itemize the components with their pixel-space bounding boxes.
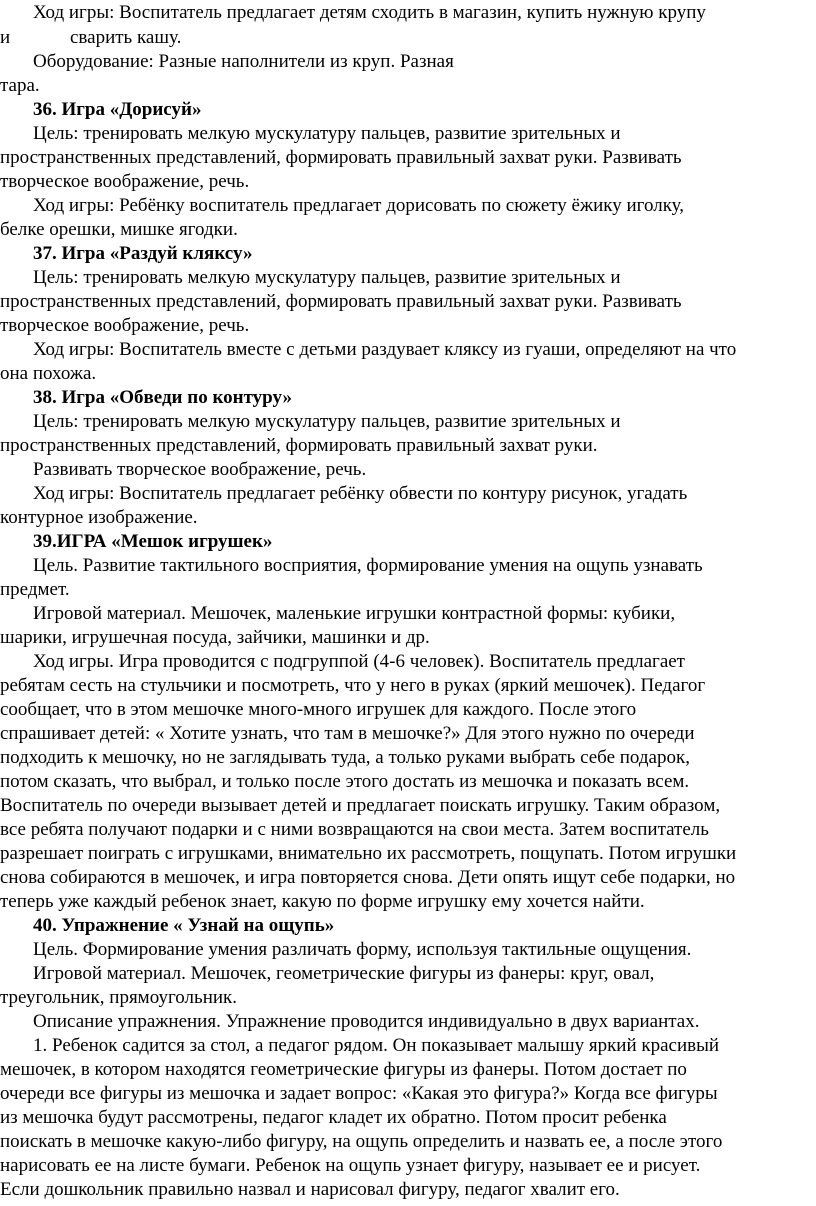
text-line: Ход игры: Воспитатель вместе с детьми раздувает кляксу из гуаши, определяют на что [33,339,737,360]
text-line: сварить кашу. [70,27,182,48]
text-line: ребятам сесть на стульчики и посмотреть, что у него в руках (яркий мешочек). Педагог [0,675,706,696]
text-line: Если дошкольник правильно назвал и нарисовал фигуру, педагог хвалит его. [0,1179,620,1200]
text-line: она похожа. [0,363,97,384]
text-line: и [0,27,11,48]
section-heading: 38. Игра «Обведи по контуру» [33,387,292,408]
text-line: подходить к мешочку, но не заглядывать туда, а только руками выбрать себе подарок, [0,747,690,768]
text-line: творческое воображение, речь. [0,315,250,336]
text-line: мешочек, в котором находятся геометрические фигуры из фанеры. Потом достает по [0,1059,687,1080]
text-line: Воспитатель по очереди вызывает детей и предлагает поискать игрушку. Таким образом, [0,795,721,816]
text-line: Цель. Развитие тактильного восприятия, формирование умения на ощупь узнавать [33,555,703,576]
text-line: нарисовать ее на листе бумаги. Ребенок на ощупь узнает фигуру, называет ее и рисует. [0,1155,701,1176]
text-line: все ребята получают подарки и с ними возвращаются на свои места. Затем воспитатель [0,819,709,840]
text-line: снова собираются в мешочек, и игра повторяется снова. Дети опять ищут себе подарки, но [0,867,736,888]
text-line: Цель. Формирование умения различать форму, используя тактильные ощущения. [33,939,692,960]
text-line: Ход игры: Воспитатель предлагает ребёнку обвести по контуру рисунок, угадать [33,483,688,504]
text-line: Цель: тренировать мелкую мускулатуру пальцев, развитие зрительных и [33,411,621,432]
text-line: теперь уже каждый ребенок знает, какую по форме игрушку ему хочется найти. [0,891,645,912]
text-line: пространственных представлений, формировать правильный захват руки. [0,435,598,456]
text-line: Игровой материал. Мешочек, маленькие игрушки контрастной формы: кубики, [33,603,676,624]
section-heading: 39.ИГРА «Мешок игрушек» [33,531,273,552]
text-line: пространственных представлений, формировать правильный захват руки. Развивать [0,291,682,312]
text-line: творческое воображение, речь. [0,171,250,192]
text-line: разрешает поиграть с игрушками, внимательно их рассмотреть, пощупать. Потом игрушки [0,843,737,864]
text-line: Цель: тренировать мелкую мускулатуру пальцев, развитие зрительных и [33,123,621,144]
text-line: из мешочка будут рассмотрены, педагог кладет их обратно. Потом просит ребенка [0,1107,667,1128]
text-line: сообщает, что в этом мешочке много-много игрушек для каждого. После этого [0,699,637,720]
text-line: спрашивает детей: « Хотите узнать, что там в мешочке?» Для этого нужно по очереди [0,723,695,744]
text-line: шарики, игрушечная посуда, зайчики, машинки и др. [0,627,430,648]
section-heading: 37. Игра «Раздуй кляксу» [33,243,253,264]
text-line: Игровой материал. Мешочек, геометрические фигуры из фанеры: круг, овал, [33,963,655,984]
text-line: потом сказать, что выбрал, и только после этого достать из мешочка и показать всем. [0,771,690,792]
text-line: Ход игры: Ребёнку воспитатель предлагает дорисовать по сюжету ёжику иголку, [33,195,685,216]
text-line: поискать в мешочке какую-либо фигуру, на ощупь определить и назвать ее, а после этого [0,1131,723,1152]
text-line: треугольник, прямоугольник. [0,987,238,1008]
text-line: Ход игры: Воспитатель предлагает детям сходить в магазин, купить нужную крупу [33,2,706,23]
text-line: белке орешки, мишке ягодки. [0,219,238,240]
text-line: очереди все фигуры из мешочка и задает вопрос: «Какая это фигура?» Когда все фигуры [0,1083,718,1104]
section-heading: 36. Игра «Дорисуй» [33,99,202,120]
text-line: предмет. [0,579,70,600]
text-line: Ход игры. Игра проводится с подгруппой (4-6 человек). Воспитатель предлагает [33,651,685,672]
text-line: тара. [0,75,40,96]
text-line: контурное изображение. [0,507,198,528]
text-line: 1. Ребенок садится за стол, а педагог рядом. Он показывает малышу яркий красивый [33,1035,720,1056]
text-line: Оборудование: Разные наполнители из круп. Разная [33,51,454,72]
text-line: Цель: тренировать мелкую мускулатуру пальцев, развитие зрительных и [33,267,621,288]
text-line: Развивать творческое воображение, речь. [33,459,367,480]
section-heading: 40. Упражнение « Узнай на ощупь» [33,915,335,936]
text-line: пространственных представлений, формировать правильный захват руки. Развивать [0,147,682,168]
text-line: Описание упражнения. Упражнение проводится индивидуально в двух вариантах. [33,1011,700,1032]
